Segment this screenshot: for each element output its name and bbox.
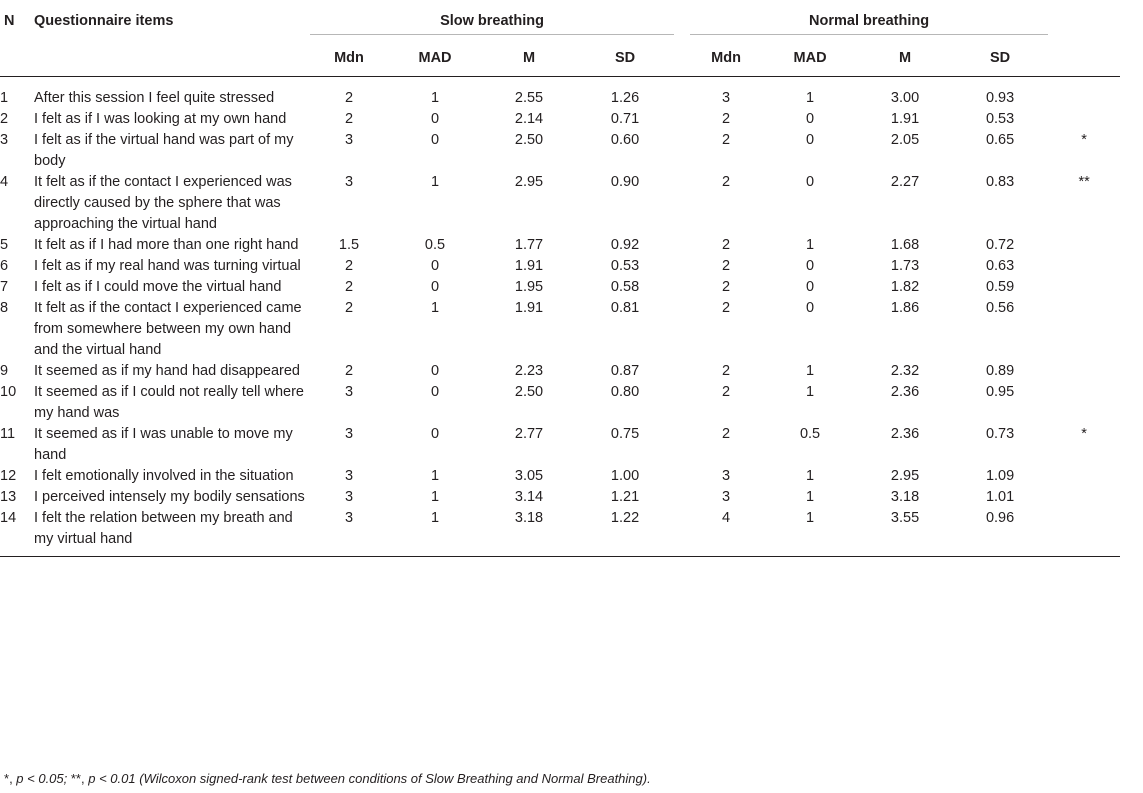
header-n: N (4, 13, 15, 29)
slow-cell: 0 (430, 278, 440, 295)
header-questionnaire-items: Questionnaire items (34, 13, 174, 29)
normal-cell: 1 (806, 383, 815, 400)
slow-cell: 1.77 (514, 236, 544, 253)
normal-cell: 0.59 (985, 278, 1015, 295)
normal-cell: 1 (806, 236, 815, 253)
normal-cell: 0 (806, 299, 815, 316)
normal-cell: 2 (722, 236, 731, 253)
normal-cell: 3 (722, 488, 731, 505)
normal-cell: 1.82 (890, 278, 920, 295)
normal-cell: 1 (806, 362, 815, 379)
normal-cell: 2 (722, 110, 731, 127)
slow-cell: 1 (430, 89, 440, 106)
normal-cell: 2 (722, 299, 731, 316)
normal-cell: 0.95 (985, 383, 1015, 400)
slow-cell: 3.18 (482, 508, 576, 557)
row-number: 1 (0, 89, 9, 106)
normal-cell: 0.96 (952, 508, 1048, 557)
significance-marker (1048, 466, 1120, 487)
normal-cell: 1.91 (890, 110, 920, 127)
footnote: *, p < 0.05; **, p < 0.01 (Wilcoxon signed-rank test between conditions of Slow Breathing and Normal Breathing). (4, 771, 651, 786)
slow-cell: 1 (430, 299, 440, 316)
slow-cell: 0.92 (610, 236, 640, 253)
slow-cell: 0.75 (610, 425, 640, 442)
slow-cell: 1.95 (514, 278, 544, 295)
slow-cell: 1.21 (610, 488, 640, 505)
row-number: 8 (0, 299, 9, 316)
questionnaire-item: It seemed as if my hand had disappeared (34, 362, 300, 379)
row-number: 11 (0, 425, 16, 442)
questionnaire-item: After this session I feel quite stressed (34, 89, 275, 106)
slow-cell: 1.91 (514, 257, 544, 274)
normal-cell: 0.53 (985, 110, 1015, 127)
questionnaire-item: It felt as if the contact I experienced came from somewhere between my own hand and the virtual hand (34, 299, 302, 358)
slow-cell: 0.87 (610, 362, 640, 379)
table-row (0, 298, 1120, 361)
table-row (0, 361, 1120, 382)
slow-cell: 1 (430, 488, 440, 505)
slow-cell: 0.53 (610, 257, 640, 274)
table-row (0, 508, 1120, 557)
questionnaire-item: I felt as if I was looking at my own hand (34, 110, 287, 127)
col-normal-sd: SD (952, 34, 1048, 76)
slow-cell: 3 (344, 467, 354, 484)
footnote-text: (Wilcoxon signed-rank test between conditions of Slow Breathing and Normal Breathing). (139, 771, 651, 786)
slow-cell: 2.77 (514, 425, 544, 442)
normal-cell: 2.36 (890, 425, 920, 442)
significance-marker (1048, 487, 1120, 508)
table-row (0, 130, 1120, 172)
row-number: 5 (0, 236, 9, 253)
questionnaire-item: I felt as if my real hand was turning virtual (34, 257, 301, 274)
slow-cell: 1.26 (610, 89, 640, 106)
slow-cell: 0.90 (610, 173, 640, 190)
slow-cell: 1 (430, 173, 440, 190)
questionnaire-item: I felt as if I could move the virtual hand (34, 278, 282, 295)
normal-cell: 1.09 (985, 467, 1015, 484)
slow-cell: 1.22 (576, 508, 674, 557)
significance-marker: * (1081, 131, 1087, 148)
slow-cell: 0 (430, 383, 440, 400)
normal-cell: 1.68 (890, 236, 920, 253)
table-row (0, 487, 1120, 508)
table-row (0, 256, 1120, 277)
slow-cell: 3 (344, 173, 354, 190)
significance-marker (1048, 76, 1120, 109)
slow-cell: 2 (344, 299, 354, 316)
slow-cell: 3 (310, 508, 388, 557)
group-normal-breathing: Normal breathing (690, 0, 1048, 34)
slow-cell: 1.00 (610, 467, 640, 484)
row-number: 6 (0, 257, 9, 274)
significance-marker (1048, 109, 1120, 130)
table-row (0, 172, 1120, 235)
row-number: 10 (0, 383, 17, 400)
slow-cell: 3.05 (514, 467, 544, 484)
slow-cell: 0.80 (610, 383, 640, 400)
normal-cell: 1.01 (985, 488, 1015, 505)
slow-cell: 2 (344, 362, 354, 379)
questionnaire-item: It felt as if the contact I experienced was directly caused by the sphere that was approaching the virtual hand (34, 173, 292, 232)
slow-cell: 2.95 (514, 173, 544, 190)
table-row (0, 382, 1120, 424)
col-slow-m: M (482, 34, 576, 76)
normal-cell: 1 (806, 488, 815, 505)
slow-cell: 3 (344, 383, 354, 400)
questionnaire-item: I felt as if the virtual hand was part of my body (34, 131, 294, 169)
normal-cell: 0.65 (985, 131, 1015, 148)
footnote-star-1: * (4, 771, 10, 786)
slow-cell: 0 (430, 362, 440, 379)
slow-cell: 2.50 (514, 131, 544, 148)
slow-cell: 3 (344, 131, 354, 148)
normal-cell: 0 (806, 110, 815, 127)
slow-cell: 2.50 (514, 383, 544, 400)
slow-cell: 0.81 (610, 299, 640, 316)
questionnaire-item: It felt as if I had more than one right hand (34, 236, 299, 253)
slow-cell: 0 (430, 425, 440, 442)
significance-marker (1048, 277, 1120, 298)
questionnaire-item: I perceived intensely my bodily sensations (34, 488, 305, 505)
normal-cell: 0 (806, 257, 815, 274)
significance-marker (1048, 382, 1120, 424)
normal-cell: 0.5 (799, 425, 821, 442)
col-normal-m: M (858, 34, 952, 76)
normal-cell: 2 (722, 257, 731, 274)
row-number: 12 (0, 467, 17, 484)
row-number: 13 (0, 488, 17, 505)
slow-cell: 2.55 (514, 89, 544, 106)
slow-cell: 0 (430, 257, 440, 274)
slow-cell: 0.71 (610, 110, 640, 127)
normal-cell: 2 (722, 362, 731, 379)
normal-cell: 2 (722, 383, 731, 400)
slow-cell: 3 (344, 425, 354, 442)
group-slow-breathing: Slow breathing (310, 0, 674, 34)
slow-cell: 1 (388, 508, 482, 557)
row-number: 4 (0, 173, 9, 190)
normal-cell: 0 (806, 278, 815, 295)
normal-cell: 3.18 (890, 488, 920, 505)
row-number: 3 (0, 131, 9, 148)
slow-cell: 2 (344, 257, 354, 274)
slow-cell: 0.58 (610, 278, 640, 295)
slow-cell: 0 (430, 131, 440, 148)
normal-cell: 3.00 (890, 89, 920, 106)
footnote-star-2: ** (70, 771, 81, 786)
significance-marker (1048, 298, 1120, 361)
slow-cell: 0.60 (610, 131, 640, 148)
normal-cell: 0.72 (985, 236, 1015, 253)
row-number: 9 (0, 362, 9, 379)
slow-cell: 2 (344, 89, 354, 106)
table-row (0, 76, 1120, 109)
table-row (0, 277, 1120, 298)
normal-cell: 1 (762, 508, 858, 557)
questionnaire-item: I felt the relation between my breath and my virtual hand (34, 508, 310, 557)
normal-cell: 2.36 (890, 383, 920, 400)
questionnaire-item: I felt emotionally involved in the situation (34, 467, 294, 484)
normal-cell: 2 (722, 131, 731, 148)
slow-cell: 2 (344, 110, 354, 127)
slow-cell: 3.14 (514, 488, 544, 505)
normal-cell: 2.05 (890, 131, 920, 148)
col-slow-sd: SD (576, 34, 674, 76)
normal-cell: 3.55 (858, 508, 952, 557)
col-normal-mad: MAD (762, 34, 858, 76)
significance-marker: ** (1078, 173, 1090, 190)
normal-cell: 2 (722, 173, 731, 190)
slow-cell: 2.14 (514, 110, 544, 127)
footnote-p-005: p < 0.05; (16, 771, 71, 786)
significance-marker (1048, 256, 1120, 277)
footnote-p-001: p < 0.01 (88, 771, 136, 786)
table-row (0, 235, 1120, 256)
row-number: 2 (0, 110, 9, 127)
normal-cell: 4 (690, 508, 762, 557)
normal-cell: 0.73 (985, 425, 1015, 442)
normal-cell: 0 (806, 131, 815, 148)
questionnaire-item: It seemed as if I was unable to move my hand (34, 425, 293, 463)
normal-cell: 0.83 (985, 173, 1015, 190)
slow-cell: 2 (344, 278, 354, 295)
normal-cell: 3 (722, 89, 731, 106)
significance-marker (1048, 235, 1120, 256)
normal-cell: 0.56 (985, 299, 1015, 316)
slow-cell: 1 (430, 467, 440, 484)
normal-cell: 2.95 (890, 467, 920, 484)
normal-cell: 2.27 (890, 173, 920, 190)
normal-cell: 3 (722, 467, 731, 484)
normal-cell: 2.32 (890, 362, 920, 379)
normal-cell: 1 (806, 89, 815, 106)
row-number: 14 (0, 508, 34, 557)
normal-cell: 1 (806, 467, 815, 484)
slow-cell: 1.5 (338, 236, 360, 253)
slow-cell: 3 (344, 488, 354, 505)
slow-cell: 0.5 (424, 236, 446, 253)
significance-marker (1048, 361, 1120, 382)
slow-cell: 2.23 (514, 362, 544, 379)
normal-cell: 0.63 (985, 257, 1015, 274)
normal-cell: 1.73 (890, 257, 920, 274)
table-row (0, 466, 1120, 487)
row-number: 7 (0, 278, 9, 295)
normal-cell: 1.86 (890, 299, 920, 316)
questionnaire-item: It seemed as if I could not really tell where my hand was (34, 383, 304, 421)
normal-cell: 0.93 (985, 89, 1015, 106)
normal-cell: 0.89 (985, 362, 1015, 379)
slow-cell: 1.91 (514, 299, 544, 316)
significance-marker: * (1081, 425, 1087, 442)
table-row (0, 424, 1120, 466)
col-slow-mdn: Mdn (310, 34, 388, 76)
table-row (0, 109, 1120, 130)
normal-cell: 0 (806, 173, 815, 190)
significance-marker (1048, 508, 1120, 557)
slow-cell: 0 (430, 110, 440, 127)
normal-cell: 2 (722, 278, 731, 295)
col-slow-mad: MAD (388, 34, 482, 76)
normal-cell: 2 (722, 425, 731, 442)
col-normal-mdn: Mdn (690, 34, 762, 76)
